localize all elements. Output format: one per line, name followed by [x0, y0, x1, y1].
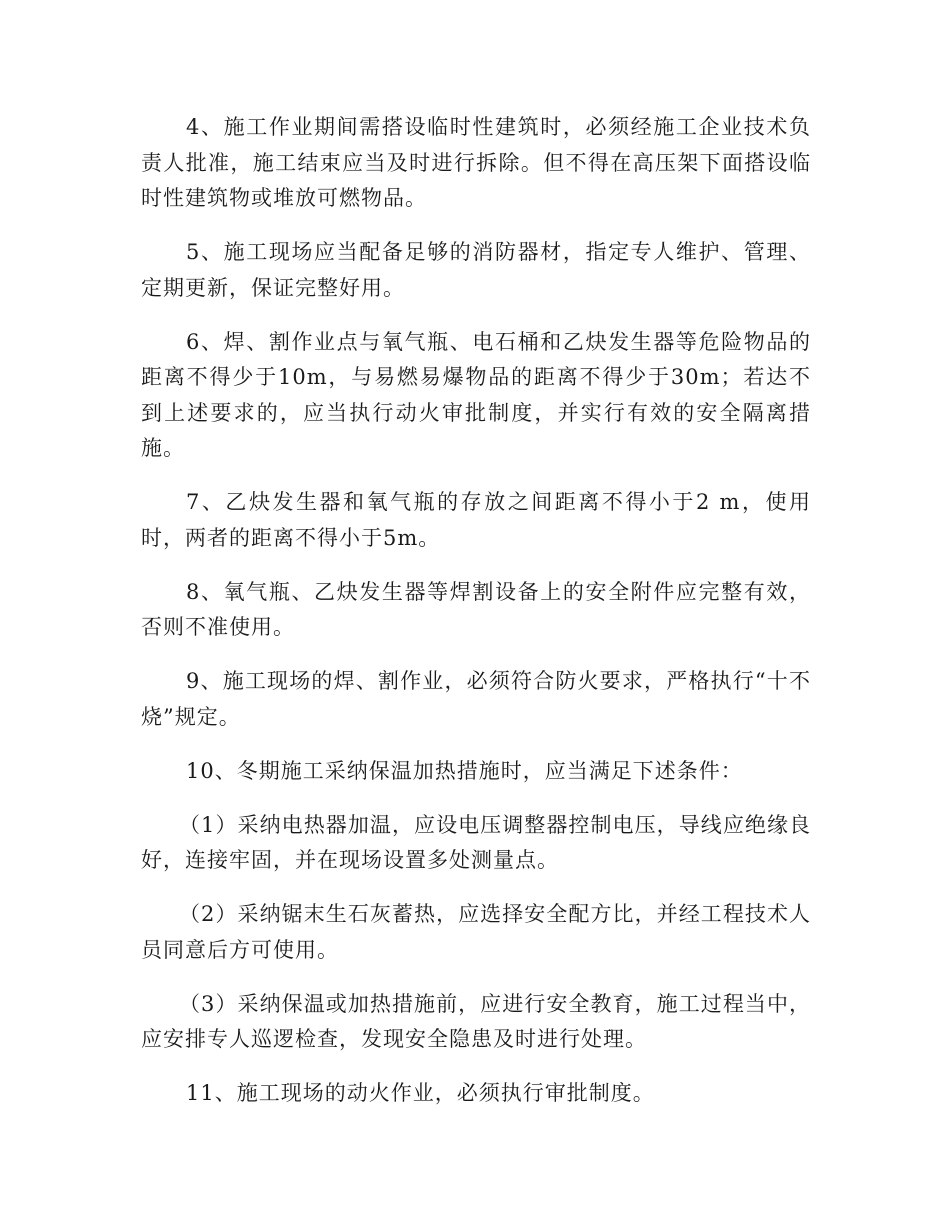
paragraph-item-8: 8、氧气瓶、乙炔发生器等焊割设备上的安全附件应完整有效，否则不准使用。 — [141, 579, 811, 639]
document-body — [141, 110, 811, 1130]
paragraph-item-5: 5、施工现场应当配备足够的消防器材，指定专人维护、管理、定期更新，保证完整好用。 — [141, 240, 811, 300]
paragraph-subitem-3: （3）采纳保温或加热措施前，应进行安全教育，施工过程当中，应安排专人巡逻检查，发现安全隐患及时进行处理。 — [141, 991, 811, 1051]
paragraph-item-4: 4、施工作业期间需搭设临时性建筑时，必须经施工企业技术负责人批准，施工结束应当及时进行拆除。但不得在高压架下面搭设临时性建筑物或堆放可燃物品。 — [141, 115, 811, 210]
paragraph-item-9: 9、施工现场的焊、割作业，必须符合防火要求，严格执行“十不烧”规定。 — [141, 669, 811, 729]
paragraph-subitem-2: （2）采纳锯末生石灰蓄热，应选择安全配方比，并经工程技术人员同意后方可使用。 — [141, 902, 811, 962]
paragraph-item-7: 7、乙炔发生器和氧气瓶的存放之间距离不得小于2 m，使用时，两者的距离不得小于5m。 — [141, 490, 811, 550]
paragraph-item-6: 6、焊、割作业点与氧气瓶、电石桶和乙炔发生器等危险物品的距离不得少于10m，与易燃易爆物品的距离不得少于30m；若达不到上述要求的，应当执行动火审批制度，并实行有效的安全隔离措施。 — [141, 329, 811, 460]
paragraph-item-11: 11、施工现场的动火作业，必须执行审批制度。 — [186, 1081, 655, 1105]
paragraph-item-10: 10、冬期施工采纳保温加热措施时，应当满足下述条件： — [186, 758, 743, 783]
paragraph-subitem-1: （1）采纳电热器加温，应设电压调整器控制电压，导线应绝缘良好，连接牢固，并在现场设置多处测量点。 — [141, 812, 811, 872]
